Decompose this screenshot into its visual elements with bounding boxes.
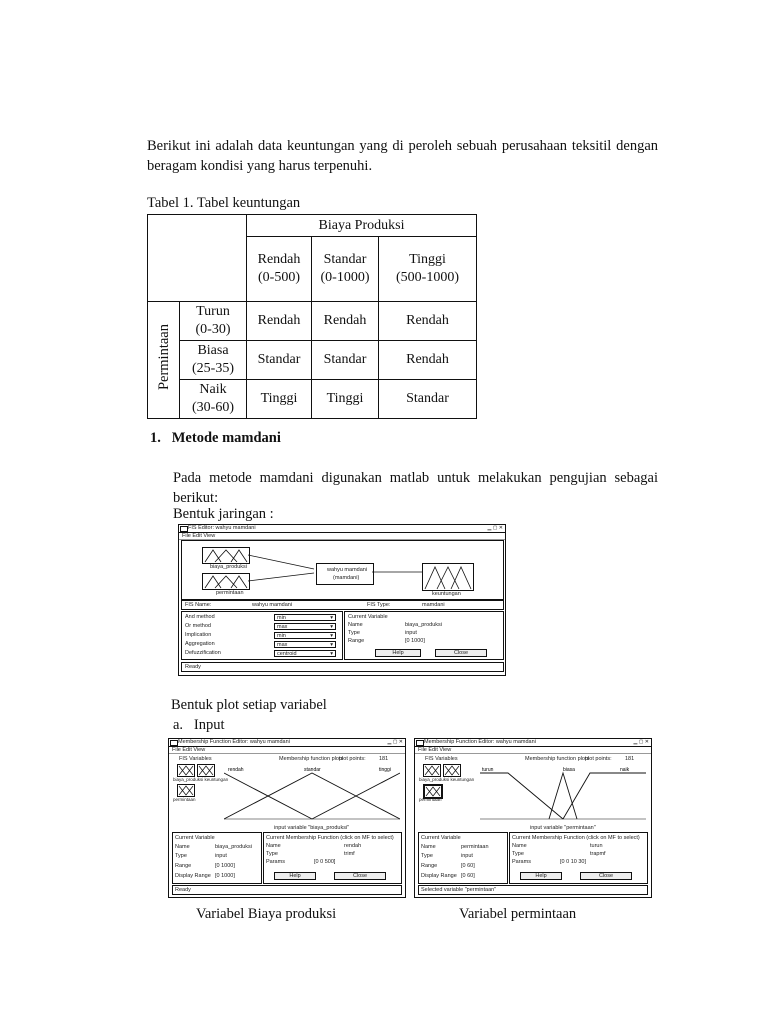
table-row-header [180, 341, 247, 380]
current-mf-panel [263, 832, 402, 884]
type-value: input [461, 853, 473, 859]
status-text: Ready [185, 664, 201, 670]
status-bar [172, 885, 402, 895]
mf-line-biasa [549, 773, 577, 819]
input-label: a. Input [173, 717, 225, 733]
caption-right: Variabel permintaan [459, 906, 577, 922]
method-label: And method [185, 614, 215, 620]
current-variable-title: Current Variable [348, 614, 388, 620]
close-button[interactable]: Close [334, 872, 386, 880]
row-name: Naik [199, 382, 227, 397]
current-mf-title: Current Membership Function (click on MF to select) [512, 835, 640, 841]
fis-editor-titlebar [179, 525, 505, 533]
section-paragraph: Pada metode mamdani digunakan matlab untuk melakukan pengujian sebagai berikut: [173, 470, 658, 506]
window-controls[interactable]: ▁ ▢ ✕ [633, 739, 649, 745]
current-variable-title: Current Variable [421, 835, 461, 841]
mf-plot-area[interactable] [224, 765, 400, 821]
var-input1-block[interactable] [177, 764, 195, 777]
fis-name-value[interactable]: wahyu mamdani [252, 602, 293, 608]
display-range-value[interactable]: [0 1000] [215, 873, 235, 879]
axis-label: input variable "biaya_produksi" [274, 825, 350, 831]
table-group-header: Biaya Produksi [247, 215, 477, 237]
mf-label: standar [304, 767, 321, 773]
mf-type-select[interactable]: trimf [344, 851, 355, 857]
mf-cross-icon [444, 765, 460, 776]
table-row-header [180, 380, 247, 419]
mf-menubar[interactable]: File Edit View [169, 747, 405, 754]
matlab-icon [416, 740, 424, 746]
fis-editor-window [178, 524, 506, 676]
mf-type-label: Type [512, 851, 524, 857]
row-name: Biasa [197, 343, 229, 358]
window-controls[interactable]: ▁ ▢ ✕ [387, 739, 403, 745]
var-in2-name: permintaan [419, 797, 442, 802]
method-select[interactable]: max ▾ [274, 623, 336, 630]
type-label: Type [348, 630, 360, 636]
status-text: Selected variable "permintaan" [421, 887, 497, 893]
table-cell: Tinggi [312, 380, 379, 419]
plot-label: Bentuk plot setiap variabel [171, 697, 327, 713]
chevron-down-icon: ▾ [330, 624, 333, 630]
plot-points-value[interactable]: 181 [625, 756, 635, 762]
current-variable-panel [344, 611, 504, 660]
chevron-down-icon: ▾ [330, 642, 333, 648]
current-mf-panel [509, 832, 648, 884]
output-label: keuntungan [432, 591, 461, 597]
row-range: (30-60) [192, 400, 234, 415]
var-names: biaya_produksi keuntungan [173, 777, 229, 782]
table-cell: Rendah [312, 302, 379, 341]
display-range-label: Display Range [175, 873, 211, 879]
help-button[interactable]: Help [520, 872, 562, 880]
table-row-group [148, 302, 180, 419]
fis-diagram-area [181, 540, 504, 600]
name-value: permintaan [461, 844, 489, 850]
mf-name-label: Name [512, 843, 527, 849]
mf-menubar[interactable]: File Edit View [415, 747, 651, 754]
help-button[interactable]: Help [375, 649, 421, 657]
input2-label: permintaan [216, 590, 244, 596]
mf-cross-icon [424, 765, 440, 776]
status-bar [181, 662, 504, 672]
connector-line-out [372, 569, 422, 575]
range-label: Range [421, 863, 438, 869]
var-output-block[interactable] [197, 764, 215, 777]
status-bar [418, 885, 648, 895]
var-in2-name: permintaan [173, 797, 196, 802]
params-label: Params [512, 859, 531, 865]
plot-points-label: plot points: [585, 756, 612, 762]
col-range: (0-1000) [320, 270, 370, 285]
system-name: wahyu mamdani [327, 567, 368, 573]
fis-type-label: FIS Type: [367, 602, 391, 608]
system-type: (mamdani) [333, 575, 360, 581]
input2-block[interactable] [202, 573, 250, 590]
current-variable-panel [418, 832, 508, 884]
mf-label: tinggi [379, 767, 391, 773]
table-corner-cell [148, 215, 247, 302]
params-value[interactable]: [0 0 10 30] [560, 859, 586, 865]
name-label: Name [421, 844, 436, 850]
table-cell: Standar [312, 341, 379, 380]
input1-label: biaya_produksi [210, 564, 247, 570]
window-title: Membership Function Editor: wahyu mamdani [424, 739, 536, 745]
mf-name-label: Name [266, 843, 281, 849]
methods-panel [181, 611, 343, 660]
table-col-header [312, 237, 379, 302]
mf-name-value[interactable]: rendah [344, 843, 362, 849]
output-block[interactable] [422, 563, 474, 591]
intro-paragraph: Berikut ini adalah data keuntungan yang di peroleh sebuah perusahaan teksitil dengan beragam kondisi yang harus terpenuhi. [147, 138, 658, 174]
method-select[interactable]: centroid ▾ [274, 650, 336, 657]
range-label: Range [175, 863, 192, 869]
table-cell: Rendah [379, 302, 477, 341]
mf-label: biasa [563, 767, 575, 773]
fis-type-value: mamdani [422, 602, 445, 608]
col-range: (0-500) [258, 270, 300, 285]
mf-cross-icon [178, 765, 194, 776]
profit-table [147, 214, 477, 419]
method-select[interactable]: min ▾ [274, 614, 336, 621]
method-select[interactable]: max ▾ [274, 641, 336, 648]
mf-cross-icon [178, 785, 194, 796]
current-variable-panel [172, 832, 262, 884]
fis-name-row [181, 600, 504, 610]
caption-left: Variabel Biaya produksi [196, 906, 337, 922]
name-label: Name [348, 622, 363, 628]
fis-variables-label: FIS Variables [179, 756, 212, 762]
mf-plot-area[interactable] [480, 765, 646, 821]
axis-label: input variable "permintaan" [530, 825, 596, 831]
chevron-down-icon: ▾ [330, 633, 333, 639]
close-button[interactable]: Close [435, 649, 487, 657]
mf-type-label: Type [266, 851, 278, 857]
var-input2-block[interactable] [177, 784, 195, 797]
display-range-value[interactable]: [0 60] [461, 873, 475, 879]
mf-line-naik [563, 773, 646, 819]
mf-triangles-icon [203, 548, 249, 563]
type-value: input [215, 853, 227, 859]
method-select[interactable]: min ▾ [274, 632, 336, 639]
window-controls[interactable]: ▁ ▢ ✕ [487, 525, 503, 531]
mf-type-select[interactable]: trapmf [590, 851, 606, 857]
table-caption: Tabel 1. Tabel keuntungan [147, 195, 301, 211]
var-output-block[interactable] [443, 764, 461, 777]
table-cell: Rendah [247, 302, 312, 341]
window-title: FIS Editor: wahyu mamdani [188, 525, 256, 531]
method-label: Aggregation [185, 641, 215, 647]
mf-editor-left [168, 738, 406, 898]
chevron-down-icon: ▾ [330, 651, 333, 657]
var-input1-block[interactable] [423, 764, 441, 777]
name-value: biaya_produksi [405, 622, 442, 628]
mf-line-turun [480, 773, 563, 819]
table-cell: Rendah [379, 341, 477, 380]
mf-cross-icon [425, 786, 441, 797]
help-button[interactable]: Help [274, 872, 316, 880]
mf-line-standar [224, 773, 400, 819]
mf-triangles-icon [423, 564, 473, 590]
params-value[interactable]: [0 0 500] [314, 859, 336, 865]
fis-variables-label: FIS Variables [425, 756, 458, 762]
table-col-header [379, 237, 477, 302]
mf-editor-titlebar [415, 739, 651, 747]
plot-points-label: plot points: [339, 756, 366, 762]
current-mf-title: Current Membership Function (click on MF to select) [266, 835, 394, 841]
fis-editor-menubar[interactable]: File Edit View [179, 533, 505, 540]
mf-label: turun [482, 767, 494, 773]
jaringan-label: Bentuk jaringan : [173, 506, 274, 522]
window-title: Membership Function Editor: wahyu mamdani [178, 739, 290, 745]
mf-editor-titlebar [169, 739, 405, 747]
col-name: Rendah [257, 252, 301, 267]
plot-points-value[interactable]: 181 [379, 756, 389, 762]
range-value[interactable]: [0 60] [461, 863, 475, 869]
system-block[interactable] [316, 563, 374, 585]
range-value[interactable]: [0 1000] [215, 863, 235, 869]
range-label: Range [348, 638, 365, 644]
table-cell: Standar [247, 341, 312, 380]
method-label: Or method [185, 623, 211, 629]
current-variable-title: Current Variable [175, 835, 215, 841]
row-name: Turun [196, 304, 230, 319]
method-label: Defuzzification [185, 650, 221, 656]
mf-editor-right [414, 738, 652, 898]
table-row-header [180, 302, 247, 341]
status-text: Ready [175, 887, 191, 893]
chevron-down-icon: ▾ [330, 615, 333, 621]
range-value: [0 1000] [405, 638, 425, 644]
input1-block[interactable] [202, 547, 250, 564]
mf-name-value[interactable]: turun [590, 843, 603, 849]
mf-triangles-icon [203, 574, 249, 589]
mf-label: naik [620, 767, 630, 773]
var-names: biaya_produksi keuntungan [419, 777, 475, 782]
fis-name-label: FIS Name: [185, 602, 212, 608]
display-range-label: Display Range [421, 873, 457, 879]
mf-label: rendah [228, 767, 244, 773]
table-cell: Standar [379, 380, 477, 419]
matlab-icon [180, 526, 188, 532]
table-cell: Tinggi [247, 380, 312, 419]
close-button[interactable]: Close [580, 872, 632, 880]
connector-lines [248, 549, 318, 589]
section-heading: 1. Metode mamdani [150, 430, 281, 446]
type-label: Type [421, 853, 433, 859]
name-value: biaya_produksi [215, 844, 252, 850]
mf-cross-icon [198, 765, 214, 776]
type-label: Type [175, 853, 187, 859]
type-value: input [405, 630, 417, 636]
col-range: (500-1000) [396, 270, 459, 285]
matlab-icon [170, 740, 178, 746]
mf-plots-label: Membership function plots [525, 756, 590, 762]
mf-plots-label: Membership function plots [279, 756, 344, 762]
name-label: Name [175, 844, 190, 850]
row-range: (0-30) [195, 322, 231, 337]
row-range: (25-35) [192, 361, 234, 376]
method-label: Implication [185, 632, 212, 638]
col-name: Standar [323, 252, 367, 267]
col-name: Tinggi [409, 252, 446, 267]
table-col-header [247, 237, 312, 302]
row-group-label: Permintaan [155, 323, 172, 391]
params-label: Params [266, 859, 285, 865]
